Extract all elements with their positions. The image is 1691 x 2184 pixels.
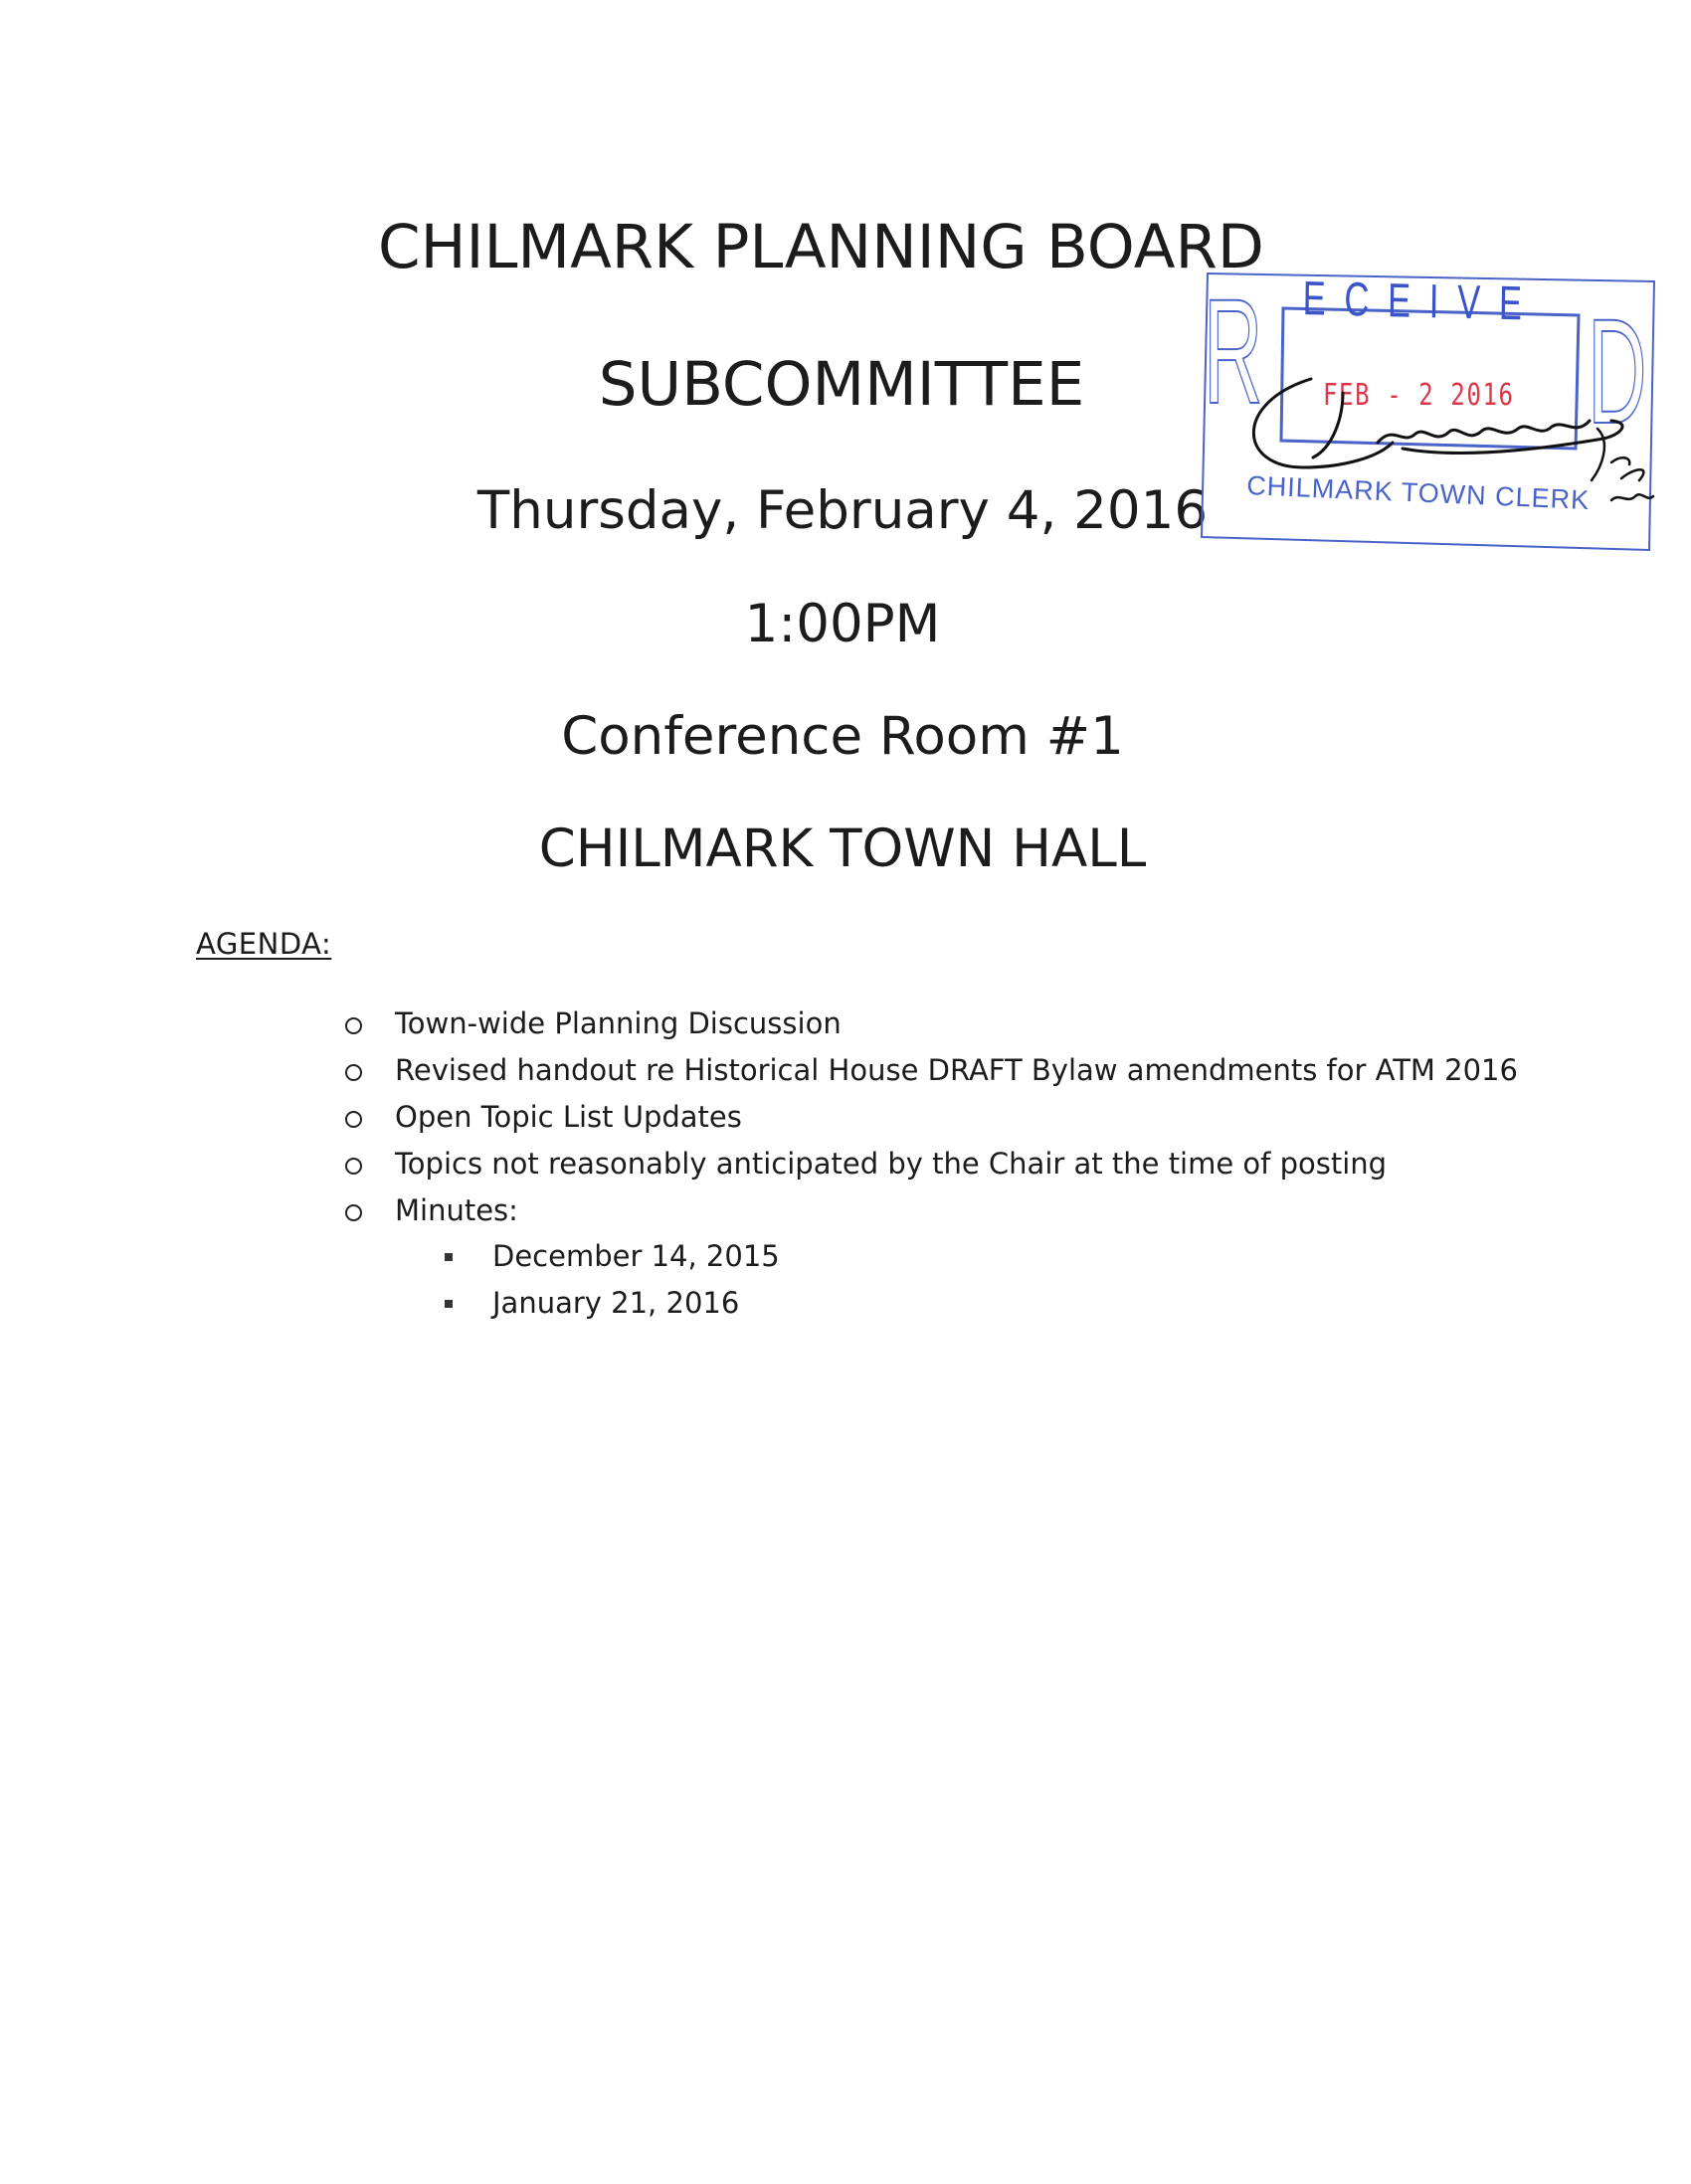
meeting-location: CHILMARK TOWN HALL [538,819,1147,879]
minutes-item-text: January 21, 2016 [492,1286,740,1320]
svg-text:R: R [1203,267,1263,436]
hollow-circle-bullet-icon [345,1111,362,1128]
stamp-received-text: ECEIVE [1302,272,1542,331]
stamp-date: FEB - 2 2016 [1323,378,1515,413]
subcommittee-title: SUBCOMMITTEE [598,349,1085,420]
meeting-room: Conference Room #1 [561,706,1124,767]
received-stamp [1194,254,1671,552]
square-bullet-icon [445,1300,453,1308]
stamp-clerk: CHILMARK TOWN CLERK [1245,470,1591,516]
agenda-item-text: Open Topic List Updates [395,1100,742,1134]
minutes-item-text: December 14, 2015 [492,1239,780,1273]
hollow-circle-bullet-icon [345,1017,362,1034]
signature-graphic [1194,254,1671,552]
agenda-item-text: Minutes: [395,1193,518,1227]
agenda-item-text: Revised handout re Historical House DRAFT Bylaw amendments for ATM 2016 [395,1053,1518,1087]
hollow-circle-bullet-icon [345,1064,362,1081]
agenda-item-text: Town-wide Planning Discussion [395,1006,842,1040]
agenda-heading: AGENDA: [196,927,332,961]
hollow-circle-bullet-icon [345,1158,362,1175]
agenda-item-text: Topics not reasonably anticipated by the Chair at the time of posting [395,1147,1388,1181]
meeting-date: Thursday, February 4, 2016 [476,480,1209,541]
svg-text:D: D [1588,286,1647,455]
hollow-circle-bullet-icon [345,1204,362,1221]
square-bullet-icon [445,1253,453,1261]
meeting-time: 1:00PM [744,594,941,654]
board-title-text: CHILMARK PLANNING BOARD [378,212,1264,282]
